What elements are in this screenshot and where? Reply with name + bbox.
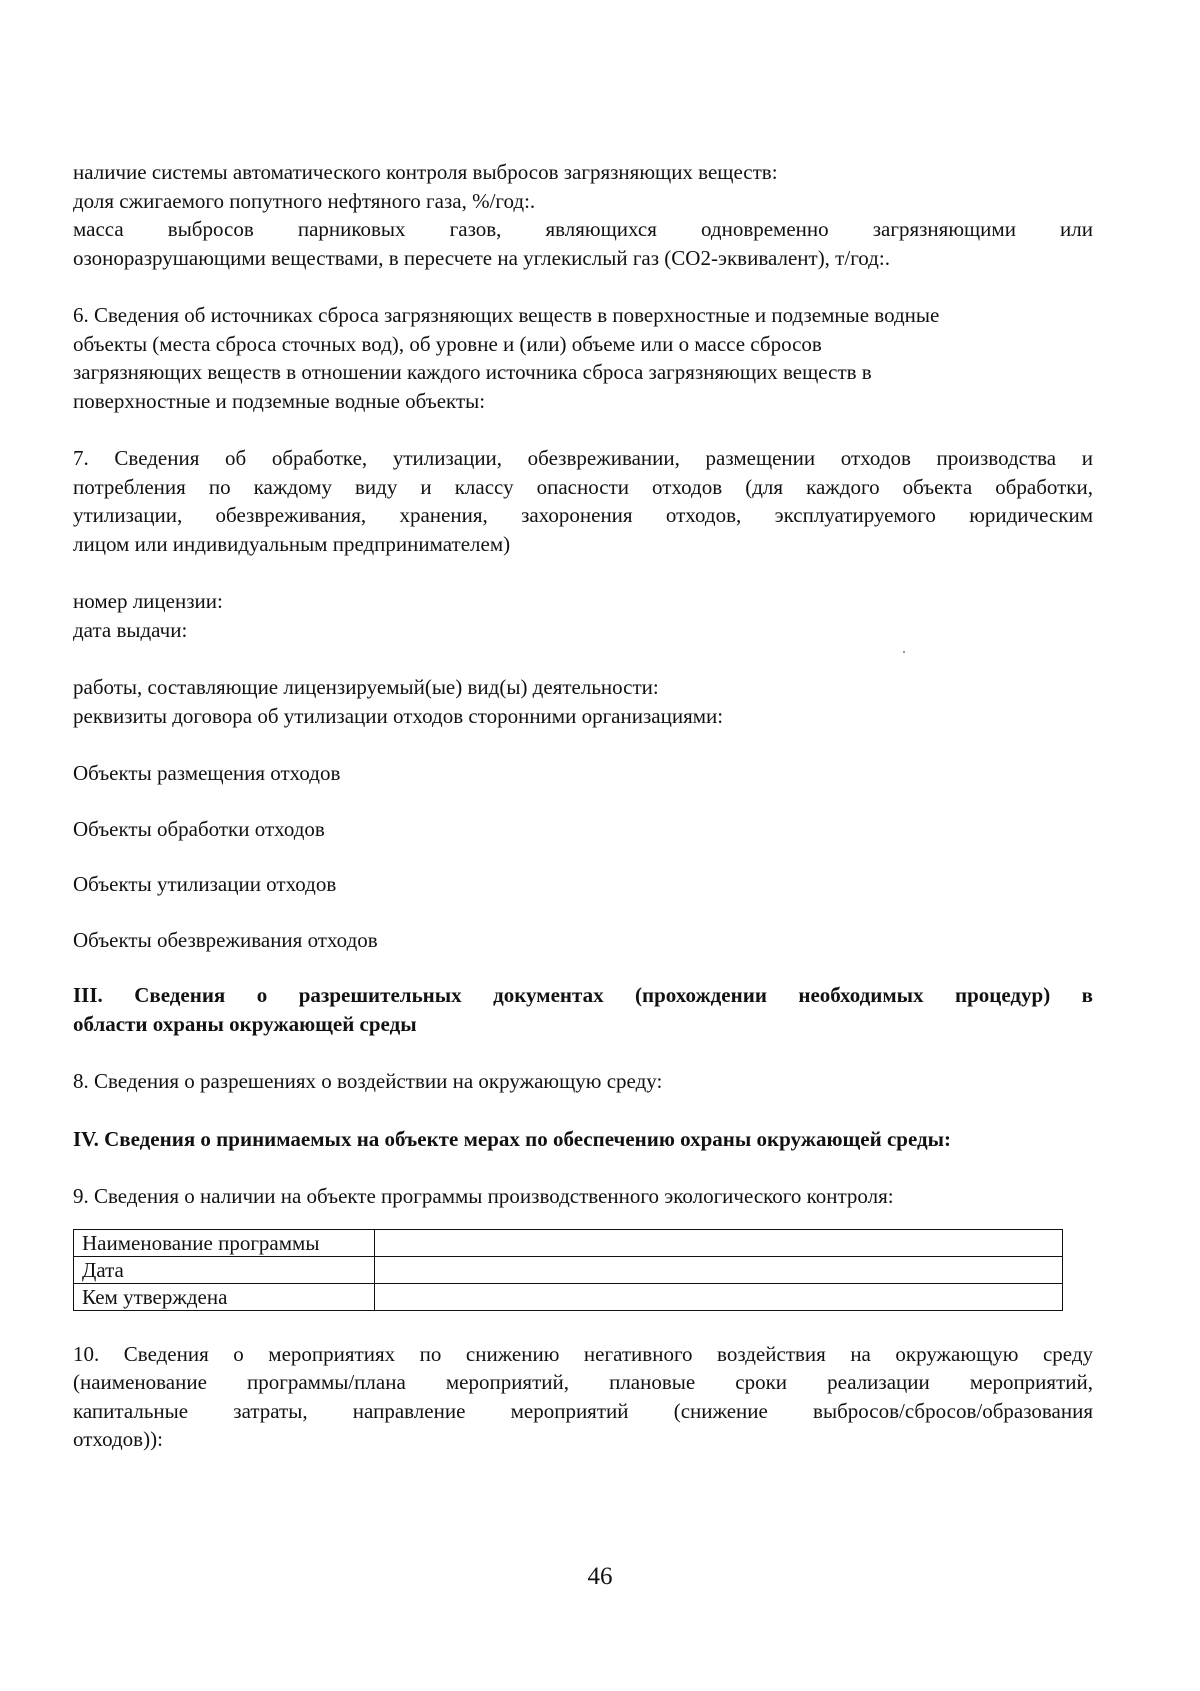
program-approved-by-label: Кем утверждена — [74, 1283, 375, 1310]
section-6-line: объекты (места сброса сточных вод), об уровне и (или) объеме или о массе сбросов — [73, 331, 822, 356]
section-6-paragraph — [73, 301, 1093, 415]
table-row — [74, 1229, 1063, 1256]
section-9-paragraph — [73, 1182, 1093, 1211]
greenhouse-gas-line-1: масса выбросов парниковых газов, являющихся одновременно загрязняющими или — [73, 217, 1093, 241]
section-10-line: 10. Сведения о мероприятиях по снижению негативного воздействия на окружающую среду — [73, 1341, 1093, 1366]
section-10-line: капитальные затраты, направление мероприятий (снижение выбросов/сбросов/образования — [73, 1398, 1093, 1423]
section-8-line: 8. Сведения о разрешениях о воздействии на окружающую среду: — [73, 1069, 663, 1093]
program-name-value — [375, 1229, 1063, 1256]
section-9-line: 9. Сведения о наличии на объекте программы производственного экологического контроля: — [73, 1184, 894, 1208]
section-7-line: лицом или индивидуальным предпринимателем) — [73, 531, 511, 556]
table-row — [74, 1283, 1063, 1310]
license-block — [73, 587, 1093, 644]
waste-object-item: Объекты размещения отходов — [73, 761, 341, 785]
table-row — [74, 1256, 1063, 1283]
section-10-line: (наименование программы/плана мероприятий, плановые сроки реализации мероприятий, — [73, 1370, 1093, 1394]
section-10-line: отходов)): — [73, 1427, 163, 1451]
section-7-line: утилизации, обезвреживания, хранения, захоронения отходов, эксплуатируемого юридическим — [73, 503, 1093, 527]
section-6-line: 6. Сведения об источниках сброса загрязняющих веществ в поверхностные и подземные водные — [73, 303, 940, 327]
document-page — [73, 158, 1093, 1454]
heading-iv-line: IV. Сведения о принимаемых на объекте мерах по обеспечению охраны окружающей среды: — [73, 1126, 952, 1151]
page-number: 46 — [587, 1563, 613, 1590]
section-6-line: поверхностные и подземные водные объекты: — [73, 388, 486, 413]
program-name-label: Наименование программы — [74, 1229, 375, 1256]
licensed-works-label: работы, составляющие лицензируемый(ые) вид(ы) деятельности: — [73, 675, 659, 699]
section-7-line: потребления по каждому виду и классу опасности отходов (для каждого объекта обработки, — [73, 474, 1093, 499]
heading-iii-line: III. Сведения о разрешительных документах (прохождении необходимых процедур) в — [73, 983, 1093, 1007]
waste-objects-list — [73, 759, 1093, 954]
section-7-paragraph — [73, 444, 1093, 558]
program-table — [73, 1229, 1063, 1311]
section-7-line: 7. Сведения об обработке, утилизации, обезвреживании, размещении отходов производства и — [73, 446, 1093, 470]
greenhouse-gas-line-2: озоноразрушающими веществами, в пересчете на углекислый газ (СО2-эквивалент), т/год:. — [73, 245, 890, 270]
waste-object-item: Объекты обработки отходов — [73, 816, 325, 841]
section-10-paragraph — [73, 1340, 1093, 1454]
license-number-label: номер лицензии: — [73, 589, 223, 613]
section-5-tail — [73, 158, 1093, 272]
section-heading-iv — [73, 1125, 1093, 1154]
contract-details-label: реквизиты договора об утилизации отходов сторонними организациями: — [73, 703, 724, 728]
section-8-paragraph — [73, 1067, 1093, 1096]
program-approved-by-value — [375, 1283, 1063, 1310]
works-block — [73, 673, 1093, 730]
waste-object-item: Объекты обезвреживания отходов — [73, 927, 378, 952]
scan-speck — [903, 651, 905, 653]
license-date-label: дата выдачи: — [73, 617, 188, 642]
program-date-label: Дата — [74, 1256, 375, 1283]
section-6-line: загрязняющих веществ в отношении каждого источника сброса загрязняющих веществ в — [73, 360, 872, 384]
waste-object-item: Объекты утилизации отходов — [73, 872, 337, 896]
heading-iii-line: области охраны окружающей среды — [73, 1011, 417, 1036]
associated-gas-line: доля сжигаемого попутного нефтяного газа, %/год:. — [73, 188, 536, 213]
program-date-value — [375, 1256, 1063, 1283]
section-heading-iii — [73, 981, 1093, 1038]
auto-control-line: наличие системы автоматического контроля выбросов загрязняющих веществ: — [73, 160, 778, 184]
